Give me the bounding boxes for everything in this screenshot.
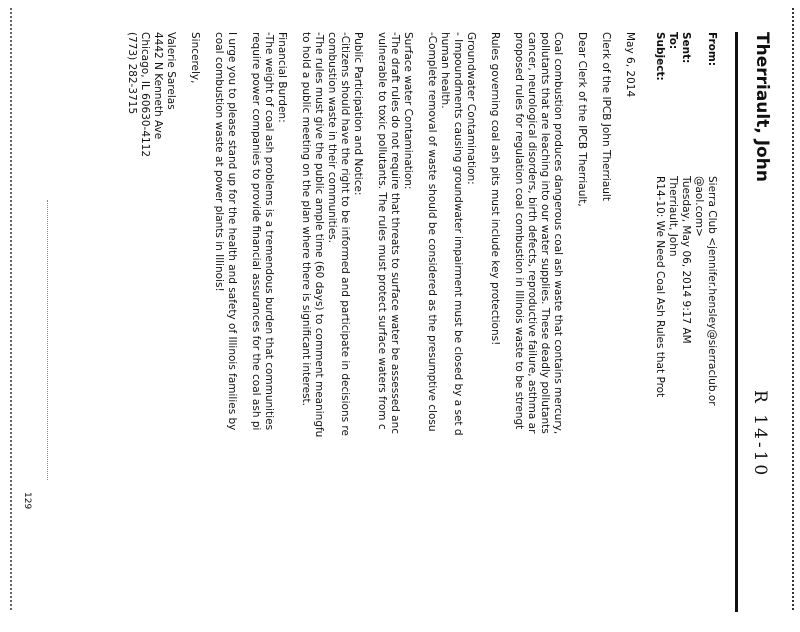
participation-line: combustion waste in their communities.: [326, 32, 338, 243]
closing-line: coal combustion waste at power plants in Illinois!: [213, 32, 225, 292]
participation-line: Public Participation and Notice:: [352, 32, 364, 196]
docket-stamp: R 14-10: [750, 390, 770, 479]
letter-recipient: Clerk of the IPCB John Therriault: [600, 32, 612, 201]
footer-dotted-rule: [47, 200, 48, 480]
scan-edge-top: [792, 8, 794, 610]
subject-value: R14-10: We Need Coal Ash Rules that Prot: [654, 176, 666, 398]
header-rule: [735, 32, 738, 612]
surface-water-line: vulnerable to toxic pollutants. The rules must protect surface waters from c: [376, 32, 388, 430]
financial-line: require power companies to provide financial assurances for the coal ash pi: [250, 32, 262, 431]
page-number: 129: [22, 492, 32, 510]
from-row-cont: [692, 32, 705, 406]
letter-body: [114, 32, 636, 632]
signature-city: Chicago, IL 60630-4112: [139, 32, 151, 158]
letter-signoff: Sincerely,: [189, 32, 201, 84]
groundwater-line: -Complete removal of waste should be considered as the presumptive closu: [426, 32, 438, 432]
from-value: Sierra Club <jennifer.hensley@sierraclub.or: [706, 176, 718, 406]
closing-line: I urge you to please stand up for the health and safety of Illinois families by: [226, 32, 238, 431]
sender-name: Therriault, John: [752, 32, 772, 182]
rules-intro: Rules governing coal ash pits must include key protections!: [489, 32, 501, 346]
participation-section: [299, 32, 364, 632]
email-header: [653, 32, 718, 406]
groundwater-line: human health.: [439, 32, 451, 109]
from-row: [705, 32, 718, 406]
financial-section: [249, 32, 288, 632]
from-value-2: @aol.com>: [693, 176, 705, 237]
intro-line: Coal combustion produces dangerous coal ash waste that contains mercury,: [552, 32, 564, 435]
sent-label: Sent:: [680, 32, 692, 64]
signature-name: Valerie Sarelas: [165, 32, 177, 110]
sent-value: Tuesday, May 06, 2014 9:17 AM: [680, 176, 692, 344]
to-row: [666, 32, 679, 406]
letter-date: May 6, 2014: [624, 32, 636, 98]
financial-line: -The weight of coal ash problems is a tremendous burden that communities: [263, 32, 275, 431]
to-label: To:: [667, 32, 679, 50]
from-label: From:: [706, 32, 718, 67]
sent-row: [679, 32, 692, 406]
signature-street: 4442 N Kenneth Ave: [152, 32, 164, 140]
surface-water-line: Surface water Contamination:: [402, 32, 414, 190]
scan-edge-bottom: [10, 8, 12, 610]
signature-block: [125, 32, 177, 632]
closing-request: [212, 32, 238, 632]
subject-row: [653, 32, 666, 406]
surface-water-line: -The draft rules do not require that threats to surface water be assessed anc: [389, 32, 401, 435]
participation-line: to hold a public meeting on the plan where there is significant interest.: [300, 32, 312, 407]
groundwater-line: - Impoundments causing groundwater impairment must be closed by a set d: [452, 32, 464, 436]
from-label-spacer: [692, 32, 705, 176]
subject-label: Subject:: [654, 32, 666, 81]
signature-phone: (773) 282-3715: [126, 32, 138, 115]
financial-line: Financial Burden:: [276, 32, 288, 123]
groundwater-line: Groundwater Contamination:: [465, 32, 477, 185]
intro-paragraph: [512, 32, 564, 632]
letter-salutation: Dear Clerk of the IPCB Therriault,: [576, 32, 588, 207]
to-value: Therriault, John: [667, 176, 679, 257]
intro-line: cancer, neurological disorders, birth defects, reproductive failure, asthma ar: [526, 32, 538, 434]
groundwater-section: [425, 32, 477, 632]
participation-line: -Citizens should have the right to be informed and participate in decisions re: [339, 32, 351, 436]
surface-water-section: [375, 32, 414, 632]
participation-line: -The rules must give the public ample time (60 days) to comment meaningfu: [313, 32, 325, 438]
intro-line: proposed rules for regulation coal combustion in Illinois waste to be strengt: [513, 32, 525, 430]
intro-line: pollutants that are leaching into our water supplies. These deadly pollutants: [539, 32, 551, 434]
